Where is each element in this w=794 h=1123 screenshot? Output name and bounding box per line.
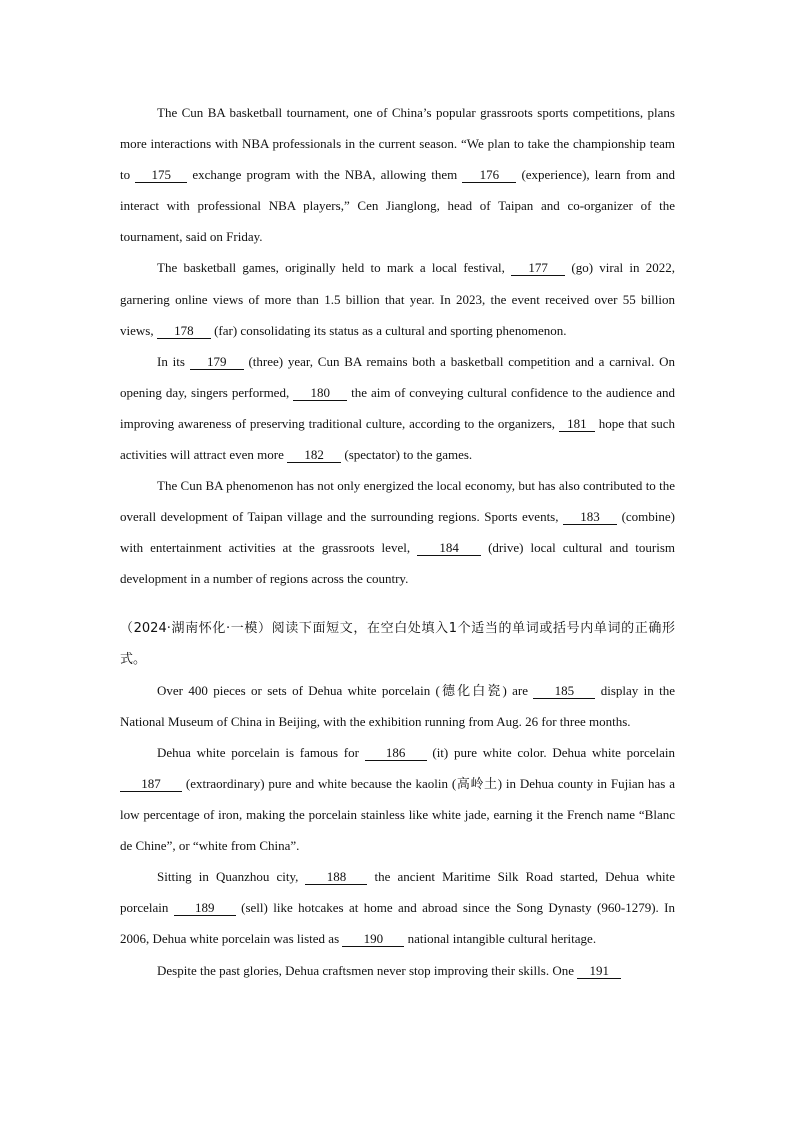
text: The Cun BA phenomenon has not only energized the local economy, but has also contributed to the overall development of Taipan village and the surrounding regions. Sports events, <box>120 478 675 525</box>
text: (it) pure white color. Dehua white porcelain <box>426 744 676 760</box>
text: display in the National Museum of China in Beijing, with the exhibition running from Aug. 26 for three months. <box>120 682 676 729</box>
blank-186[interactable]: 186 <box>365 746 427 761</box>
text: (combine) with entertainment activities at the grassroots level, <box>120 509 675 556</box>
text: In its <box>157 353 190 369</box>
blank-176[interactable]: 176 <box>462 168 516 183</box>
blank-178[interactable]: 178 <box>157 324 211 339</box>
blank-177[interactable]: 177 <box>511 261 565 276</box>
text: (drive) local cultural and tourism development in a number of regions across the country. <box>120 540 675 587</box>
passage2-paragraph4 <box>120 955 675 986</box>
blank-179[interactable]: 179 <box>190 355 244 370</box>
text: (experience), learn from and interact with professional NBA players,” Cen Jianglong, head of Taipan and co-organizer of the tournament, said on Friday. <box>120 167 675 245</box>
blank-183[interactable]: 183 <box>563 510 617 525</box>
text: (far) consolidating its status as a cultural and sporting phenomenon. <box>210 322 567 338</box>
text: The Cun BA basketball tournament, one of China’s popular grassroots sports competitions, plans more interactions with NBA professionals in the current season. “We plan to take the championship team to <box>120 105 675 183</box>
blank-180[interactable]: 180 <box>293 386 347 401</box>
blank-190[interactable]: 190 <box>342 932 404 947</box>
blank-189[interactable]: 189 <box>174 901 236 916</box>
blank-188[interactable]: 188 <box>305 870 367 885</box>
blank-185[interactable]: 185 <box>533 684 595 699</box>
blank-175[interactable]: 175 <box>135 168 187 183</box>
passage2-paragraph1 <box>120 675 675 737</box>
text: national intangible cultural heritage. <box>404 931 597 947</box>
text: hope that such activities will attract even more <box>120 415 675 463</box>
blank-191[interactable]: 191 <box>577 964 621 979</box>
passage1-paragraph2 <box>120 252 675 345</box>
text: Despite the past glories, Dehua craftsmen never stop improving their skills. One <box>157 962 578 978</box>
text: Dehua white porcelain is famous for <box>157 744 365 760</box>
text: (three) year, Cun BA remains both a basketball competition and a carnival. On opening day, singers performed, <box>120 353 675 400</box>
blank-181[interactable]: 181 <box>559 417 595 432</box>
passage1-paragraph4 <box>120 470 675 594</box>
blank-182[interactable]: 182 <box>287 448 341 463</box>
text: exchange program with the NBA, allowing them <box>187 167 463 183</box>
document-body <box>120 97 675 986</box>
text: (spectator) to the games. <box>341 447 473 463</box>
passage1-paragraph3 <box>120 346 675 470</box>
text: The basketball games, originally held to mark a local festival, <box>157 260 512 276</box>
passage2-paragraph2 <box>120 737 675 861</box>
text: the aim of conveying cultural confidence to the audience and improving awareness of preserving traditional culture, according to the organizers, <box>120 384 675 431</box>
blank-184[interactable]: 184 <box>417 541 481 556</box>
text: Over 400 pieces or sets of Dehua white porcelain (德化白瓷) are <box>157 682 534 698</box>
text: (go) viral in 2022, garnering online views of more than 1.5 billion that year. In 2023, the event received over 55 billion views, <box>120 260 675 338</box>
text: Sitting in Quanzhou city, <box>157 869 306 885</box>
text: (sell) like hotcakes at home and abroad since the Song Dynasty (960-1279). In 2006, Dehua white porcelain was listed as <box>120 900 675 947</box>
text: (extraordinary) pure and white because the kaolin (高岭土) in Dehua county in Fujian has a low percentage of iron, making the porcelain stainless like white jade, earning it the French name “Blanc de Chine”, or “white from China”. <box>120 775 675 854</box>
blank-187[interactable]: 187 <box>120 777 182 792</box>
passage2-paragraph3 <box>120 861 675 954</box>
text: the ancient Maritime Silk Road started, Dehua white porcelain <box>120 869 675 916</box>
passage1-paragraph1 <box>120 97 675 252</box>
section-heading: （2024·湖南怀化·一模）阅读下面短文，在空白处填入1个适当的单词或括号内单词的正确形式。 <box>120 620 675 667</box>
